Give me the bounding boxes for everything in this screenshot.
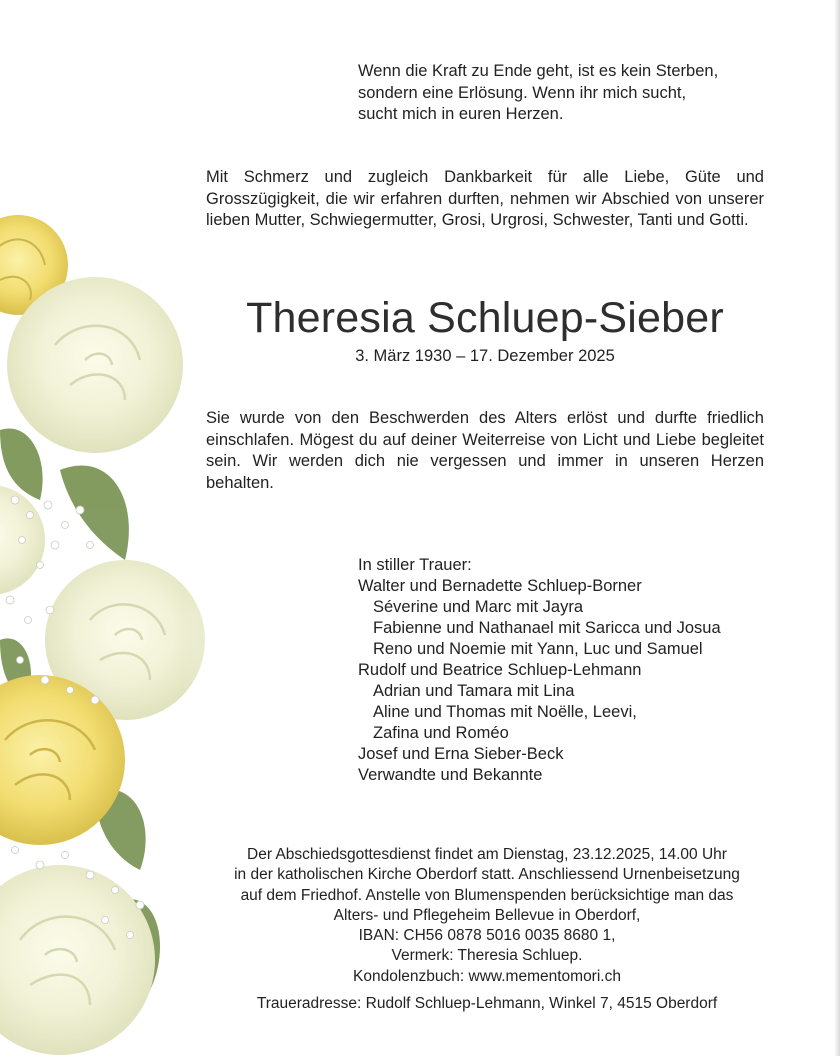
farewell-paragraph: Sie wurde von den Beschwerden des Alters erlöst und durfte friedlich einschlafen. Mögest du auf deiner Weiterreise von Licht und Liebe begleitet sein. Wir werden dich nie vergessen und immer in unseren Herzen behalten. — [206, 409, 764, 492]
mourner-line: Verwandte und Bekannte — [358, 766, 543, 784]
service-notice — [190, 845, 784, 987]
mourner-line: Zafina und Roméo — [373, 724, 509, 742]
service-line: auf dem Friedhof. Anstelle von Blumenspenden berücksichtige man das — [240, 886, 734, 904]
mourners-list — [358, 555, 788, 786]
life-dates: 3. März 1930 – 17. Dezember 2025 — [355, 347, 615, 365]
service-line: Der Abschiedsgottesdienst findet am Dienstag, 23.12.2025, 14.00 Uhr — [247, 846, 727, 863]
page-edge-shadow — [834, 0, 840, 1056]
poem — [358, 61, 778, 126]
service-line: Vermerk: Theresia Schluep. — [391, 947, 583, 965]
intro-paragraph: Mit Schmerz und zugleich Dankbarkeit für alle Liebe, Güte und Grosszügigkeit, die wir erfahren durften, nehmen wir Abschied von unserer lieben Mutter, Schwiegermutter, Grosi, Urgrosi, Schwester, Tanti und Gotti. — [206, 168, 764, 229]
mourner-line: Rudolf und Beatrice Schluep-Lehmann — [358, 661, 642, 679]
mourner-line: Walter und Bernadette Schluep-Borner — [358, 577, 642, 595]
mourner-line: Aline und Thomas mit Noëlle, Leevi, — [373, 703, 637, 721]
deceased-name: Theresia Schluep-Sieber — [246, 294, 724, 342]
service-line: Alters- und Pflegeheim Bellevue in Oberdorf, — [333, 906, 641, 924]
poem-line: sucht mich in euren Herzen. — [358, 105, 564, 123]
poem-line: sondern eine Erlösung. Wenn ihr mich sucht, — [358, 83, 687, 102]
service-line: IBAN: CH56 0878 5016 0035 8680 1, — [358, 927, 616, 945]
mourning-address: Traueradresse: Rudolf Schluep-Lehmann, Winkel 7, 4515 Oberdorf — [256, 995, 718, 1012]
service-line: in der katholischen Kirche Oberdorf statt. Anschliessend Urnenbeisetzung — [234, 866, 740, 884]
poem-line: Wenn die Kraft zu Ende geht, ist es kein Sterben, — [358, 62, 719, 80]
mourner-line: Reno und Noemie mit Yann, Luc und Samuel — [373, 640, 703, 658]
mourner-line: Séverine und Marc mit Jayra — [373, 598, 583, 616]
mourner-line: Josef und Erna Sieber-Beck — [358, 745, 564, 763]
service-line: Kondolenzbuch: www.mementomori.ch — [353, 967, 621, 985]
mourner-line: Fabienne und Nathanael mit Saricca und Josua — [373, 619, 721, 637]
mourners-heading: In stiller Trauer: — [358, 556, 472, 574]
mourner-line: Adrian und Tamara mit Lina — [373, 682, 575, 700]
